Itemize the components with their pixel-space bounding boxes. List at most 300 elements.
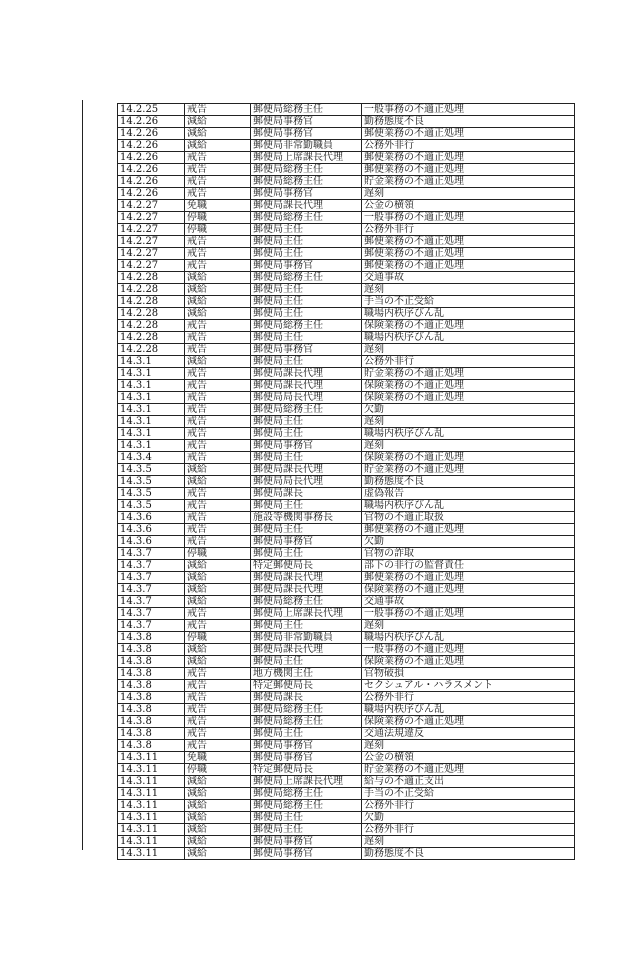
- reason-cell: 保険業務の不適正処理: [362, 584, 575, 596]
- date-cell: 14.2.28: [118, 284, 185, 296]
- reason-cell: 欠勤: [362, 812, 575, 824]
- position-cell: 郵便局主任: [251, 308, 362, 320]
- reason-cell: 交通事故: [362, 596, 575, 608]
- table-row: [118, 752, 575, 764]
- action-cell: 減給: [185, 560, 251, 572]
- reason-cell: セクシュアル・ハラスメント: [362, 680, 575, 692]
- table-row: [118, 332, 575, 344]
- table-row: [118, 344, 575, 356]
- action-cell: 戒告: [185, 728, 251, 740]
- action-cell: 戒告: [185, 152, 251, 164]
- position-cell: 郵便局主任: [251, 812, 362, 824]
- table-row: [118, 596, 575, 608]
- action-cell: 減給: [185, 788, 251, 800]
- table-row: [118, 776, 575, 788]
- date-cell: 14.2.26: [118, 188, 185, 200]
- records-table-body: [118, 104, 575, 860]
- position-cell: 郵便局事務官: [251, 116, 362, 128]
- action-cell: 減給: [185, 296, 251, 308]
- position-cell: 郵便局事務官: [251, 440, 362, 452]
- action-cell: 戒告: [185, 404, 251, 416]
- position-cell: 郵便局主任: [251, 500, 362, 512]
- date-cell: 14.3.8: [118, 740, 185, 752]
- reason-cell: 欠勤: [362, 536, 575, 548]
- date-cell: 14.3.1: [118, 368, 185, 380]
- position-cell: 郵便局総務主任: [251, 716, 362, 728]
- table-row: [118, 704, 575, 716]
- position-cell: 郵便局事務官: [251, 848, 362, 860]
- table-row: [118, 488, 575, 500]
- table-row: [118, 236, 575, 248]
- reason-cell: 職場内秩序びん乱: [362, 500, 575, 512]
- reason-cell: 貯金業務の不適正処理: [362, 368, 575, 380]
- position-cell: 郵便局事務官: [251, 536, 362, 548]
- date-cell: 14.3.4: [118, 452, 185, 464]
- reason-cell: 公務外非行: [362, 692, 575, 704]
- date-cell: 14.3.11: [118, 824, 185, 836]
- position-cell: 郵便局主任: [251, 524, 362, 536]
- table-row: [118, 416, 575, 428]
- table-row: [118, 764, 575, 776]
- date-cell: 14.3.7: [118, 608, 185, 620]
- table-row: [118, 164, 575, 176]
- table-row: [118, 188, 575, 200]
- date-cell: 14.3.5: [118, 500, 185, 512]
- position-cell: 郵便局事務官: [251, 752, 362, 764]
- action-cell: 戒告: [185, 164, 251, 176]
- date-cell: 14.3.7: [118, 620, 185, 632]
- table-row: [118, 152, 575, 164]
- action-cell: 戒告: [185, 452, 251, 464]
- date-cell: 14.2.26: [118, 164, 185, 176]
- position-cell: 郵便局主任: [251, 728, 362, 740]
- action-cell: 戒告: [185, 428, 251, 440]
- date-cell: 14.3.8: [118, 716, 185, 728]
- table-row: [118, 404, 575, 416]
- date-cell: 14.3.11: [118, 776, 185, 788]
- reason-cell: 郵便業務の不適正処理: [362, 128, 575, 140]
- reason-cell: 勤務態度不良: [362, 848, 575, 860]
- reason-cell: 公務外非行: [362, 800, 575, 812]
- position-cell: 特定郵便局長: [251, 560, 362, 572]
- table-row: [118, 500, 575, 512]
- date-cell: 14.3.6: [118, 536, 185, 548]
- reason-cell: 遅刻: [362, 416, 575, 428]
- reason-cell: 官物の不適正取扱: [362, 512, 575, 524]
- action-cell: 戒告: [185, 188, 251, 200]
- action-cell: 減給: [185, 464, 251, 476]
- action-cell: 減給: [185, 656, 251, 668]
- reason-cell: 職場内秩序びん乱: [362, 428, 575, 440]
- action-cell: 減給: [185, 800, 251, 812]
- reason-cell: 郵便業務の不適正処理: [362, 260, 575, 272]
- reason-cell: 公務外非行: [362, 140, 575, 152]
- date-cell: 14.3.1: [118, 392, 185, 404]
- date-cell: 14.3.8: [118, 656, 185, 668]
- date-cell: 14.2.28: [118, 296, 185, 308]
- action-cell: 戒告: [185, 248, 251, 260]
- table-row: [118, 608, 575, 620]
- date-cell: 14.2.28: [118, 320, 185, 332]
- table-row: [118, 548, 575, 560]
- table-row: [118, 524, 575, 536]
- position-cell: 郵便局事務官: [251, 188, 362, 200]
- date-cell: 14.3.7: [118, 548, 185, 560]
- action-cell: 減給: [185, 476, 251, 488]
- action-cell: 戒告: [185, 260, 251, 272]
- date-cell: 14.3.11: [118, 800, 185, 812]
- table-row: [118, 848, 575, 860]
- reason-cell: 保険業務の不適正処理: [362, 320, 575, 332]
- date-cell: 14.2.28: [118, 344, 185, 356]
- reason-cell: 郵便業務の不適正処理: [362, 236, 575, 248]
- table-row: [118, 116, 575, 128]
- action-cell: 減給: [185, 596, 251, 608]
- action-cell: 減給: [185, 140, 251, 152]
- action-cell: 減給: [185, 584, 251, 596]
- reason-cell: 交通事故: [362, 272, 575, 284]
- position-cell: 郵便局主任: [251, 224, 362, 236]
- date-cell: 14.2.27: [118, 224, 185, 236]
- action-cell: 減給: [185, 848, 251, 860]
- position-cell: 郵便局事務官: [251, 836, 362, 848]
- date-cell: 14.2.27: [118, 260, 185, 272]
- table-row: [118, 452, 575, 464]
- position-cell: 郵便局主任: [251, 248, 362, 260]
- position-cell: 郵便局主任: [251, 416, 362, 428]
- date-cell: 14.3.8: [118, 704, 185, 716]
- date-cell: 14.3.7: [118, 596, 185, 608]
- action-cell: 戒告: [185, 176, 251, 188]
- table-row: [118, 284, 575, 296]
- date-cell: 14.3.8: [118, 680, 185, 692]
- date-cell: 14.3.1: [118, 380, 185, 392]
- action-cell: 戒告: [185, 500, 251, 512]
- position-cell: 郵便局総務主任: [251, 404, 362, 416]
- action-cell: 減給: [185, 272, 251, 284]
- position-cell: 郵便局総務主任: [251, 596, 362, 608]
- table-row: [118, 824, 575, 836]
- date-cell: 14.3.8: [118, 644, 185, 656]
- reason-cell: 虚偽報告: [362, 488, 575, 500]
- position-cell: 地方機関主任: [251, 668, 362, 680]
- reason-cell: 保険業務の不適正処理: [362, 392, 575, 404]
- date-cell: 14.2.26: [118, 152, 185, 164]
- date-cell: 14.3.8: [118, 668, 185, 680]
- position-cell: 郵便局主任: [251, 332, 362, 344]
- position-cell: 郵便局上席課長代理: [251, 776, 362, 788]
- position-cell: 郵便局上席課長代理: [251, 608, 362, 620]
- reason-cell: 遅刻: [362, 836, 575, 848]
- date-cell: 14.3.1: [118, 428, 185, 440]
- action-cell: 減給: [185, 116, 251, 128]
- action-cell: 戒告: [185, 344, 251, 356]
- table-row: [118, 176, 575, 188]
- reason-cell: 官物の詐取: [362, 548, 575, 560]
- table-row: [118, 836, 575, 848]
- reason-cell: 保険業務の不適正処理: [362, 716, 575, 728]
- date-cell: 14.3.11: [118, 752, 185, 764]
- date-cell: 14.2.26: [118, 116, 185, 128]
- table-row: [118, 368, 575, 380]
- table-row: [118, 260, 575, 272]
- action-cell: 戒告: [185, 512, 251, 524]
- table-row: [118, 788, 575, 800]
- date-cell: 14.3.1: [118, 440, 185, 452]
- table-row: [118, 812, 575, 824]
- position-cell: 郵便局事務官: [251, 260, 362, 272]
- position-cell: 郵便局主任: [251, 236, 362, 248]
- date-cell: 14.3.11: [118, 812, 185, 824]
- position-cell: 郵便局非常勤職員: [251, 140, 362, 152]
- reason-cell: 職場内秩序びん乱: [362, 704, 575, 716]
- position-cell: 特定郵便局長: [251, 764, 362, 776]
- table-row: [118, 296, 575, 308]
- position-cell: 郵便局主任: [251, 452, 362, 464]
- table-row: [118, 620, 575, 632]
- date-cell: 14.2.26: [118, 140, 185, 152]
- position-cell: 郵便局主任: [251, 656, 362, 668]
- reason-cell: 手当の不正受給: [362, 788, 575, 800]
- table-row: [118, 320, 575, 332]
- table-row: [118, 536, 575, 548]
- table-row: [118, 308, 575, 320]
- table-row: [118, 392, 575, 404]
- reason-cell: 公務外非行: [362, 356, 575, 368]
- action-cell: 戒告: [185, 620, 251, 632]
- action-cell: 戒告: [185, 416, 251, 428]
- position-cell: 特定郵便局長: [251, 680, 362, 692]
- date-cell: 14.2.27: [118, 212, 185, 224]
- action-cell: 減給: [185, 284, 251, 296]
- action-cell: 戒告: [185, 104, 251, 116]
- action-cell: 減給: [185, 644, 251, 656]
- table-row: [118, 224, 575, 236]
- date-cell: 14.2.28: [118, 308, 185, 320]
- action-cell: 免職: [185, 200, 251, 212]
- position-cell: 郵便局局長代理: [251, 476, 362, 488]
- action-cell: 減給: [185, 836, 251, 848]
- reason-cell: 職場内秩序びん乱: [362, 308, 575, 320]
- action-cell: 戒告: [185, 368, 251, 380]
- reason-cell: 保険業務の不適正処理: [362, 656, 575, 668]
- action-cell: 戒告: [185, 524, 251, 536]
- position-cell: 郵便局主任: [251, 296, 362, 308]
- reason-cell: 貯金業務の不適正処理: [362, 176, 575, 188]
- reason-cell: 公金の横領: [362, 752, 575, 764]
- date-cell: 14.2.26: [118, 128, 185, 140]
- position-cell: 郵便局主任: [251, 284, 362, 296]
- table-row: [118, 800, 575, 812]
- position-cell: 郵便局事務官: [251, 740, 362, 752]
- table-row: [118, 356, 575, 368]
- date-cell: 14.3.1: [118, 416, 185, 428]
- reason-cell: 官物破損: [362, 668, 575, 680]
- date-cell: 14.2.28: [118, 272, 185, 284]
- reason-cell: 部下の非行の監督責任: [362, 560, 575, 572]
- reason-cell: 交通法規違反: [362, 728, 575, 740]
- action-cell: 減給: [185, 356, 251, 368]
- position-cell: 郵便局総務主任: [251, 164, 362, 176]
- reason-cell: 一般事務の不適正処理: [362, 212, 575, 224]
- position-cell: 郵便局課長代理: [251, 464, 362, 476]
- table-row: [118, 512, 575, 524]
- table-row: [118, 248, 575, 260]
- reason-cell: 保険業務の不適正処理: [362, 380, 575, 392]
- action-cell: 戒告: [185, 716, 251, 728]
- table-row: [118, 728, 575, 740]
- action-cell: 停職: [185, 224, 251, 236]
- reason-cell: 保険業務の不適正処理: [362, 452, 575, 464]
- reason-cell: 郵便業務の不適正処理: [362, 572, 575, 584]
- position-cell: 郵便局課長代理: [251, 368, 362, 380]
- position-cell: 郵便局総務主任: [251, 788, 362, 800]
- reason-cell: 遅刻: [362, 620, 575, 632]
- action-cell: 戒告: [185, 236, 251, 248]
- reason-cell: 遅刻: [362, 188, 575, 200]
- reason-cell: 公務外非行: [362, 824, 575, 836]
- table-row: [118, 656, 575, 668]
- position-cell: 郵便局局長代理: [251, 392, 362, 404]
- date-cell: 14.3.5: [118, 464, 185, 476]
- table-row: [118, 476, 575, 488]
- date-cell: 14.2.26: [118, 176, 185, 188]
- action-cell: 戒告: [185, 380, 251, 392]
- action-cell: 戒告: [185, 692, 251, 704]
- position-cell: 郵便局課長代理: [251, 200, 362, 212]
- date-cell: 14.3.5: [118, 476, 185, 488]
- table-row: [118, 128, 575, 140]
- date-cell: 14.3.1: [118, 404, 185, 416]
- date-cell: 14.3.11: [118, 788, 185, 800]
- date-cell: 14.3.7: [118, 560, 185, 572]
- reason-cell: 公金の横領: [362, 200, 575, 212]
- date-cell: 14.3.11: [118, 836, 185, 848]
- reason-cell: 郵便業務の不適正処理: [362, 152, 575, 164]
- position-cell: 郵便局上席課長代理: [251, 152, 362, 164]
- action-cell: 免職: [185, 752, 251, 764]
- table-row: [118, 212, 575, 224]
- action-cell: 戒告: [185, 440, 251, 452]
- reason-cell: 一般事務の不適正処理: [362, 644, 575, 656]
- position-cell: 郵便局課長代理: [251, 572, 362, 584]
- date-cell: 14.3.8: [118, 728, 185, 740]
- table-row: [118, 140, 575, 152]
- position-cell: 郵便局総務主任: [251, 104, 362, 116]
- date-cell: 14.2.25: [118, 104, 185, 116]
- reason-cell: 一般事務の不適正処理: [362, 104, 575, 116]
- position-cell: 郵便局主任: [251, 548, 362, 560]
- action-cell: 停職: [185, 764, 251, 776]
- reason-cell: 遅刻: [362, 740, 575, 752]
- position-cell: 郵便局総務主任: [251, 272, 362, 284]
- date-cell: 14.3.8: [118, 692, 185, 704]
- position-cell: 郵便局課長代理: [251, 380, 362, 392]
- position-cell: 郵便局総務主任: [251, 176, 362, 188]
- action-cell: 戒告: [185, 320, 251, 332]
- date-cell: 14.3.11: [118, 764, 185, 776]
- action-cell: 停職: [185, 548, 251, 560]
- position-cell: 郵便局総務主任: [251, 800, 362, 812]
- date-cell: 14.2.27: [118, 200, 185, 212]
- disciplinary-records-table: [117, 103, 575, 860]
- table-row: [118, 428, 575, 440]
- reason-cell: 遅刻: [362, 344, 575, 356]
- table-row: [118, 668, 575, 680]
- reason-cell: 公務外非行: [362, 224, 575, 236]
- date-cell: 14.2.28: [118, 332, 185, 344]
- table-row: [118, 584, 575, 596]
- position-cell: 郵便局総務主任: [251, 320, 362, 332]
- position-cell: 施設等機関事務長: [251, 512, 362, 524]
- reason-cell: 郵便業務の不適正処理: [362, 524, 575, 536]
- reason-cell: 郵便業務の不適正処理: [362, 164, 575, 176]
- date-cell: 14.3.1: [118, 356, 185, 368]
- table-row: [118, 440, 575, 452]
- action-cell: 戒告: [185, 740, 251, 752]
- action-cell: 停職: [185, 632, 251, 644]
- reason-cell: 職場内秩序びん乱: [362, 632, 575, 644]
- reason-cell: 一般事務の不適正処理: [362, 608, 575, 620]
- position-cell: 郵便局主任: [251, 620, 362, 632]
- action-cell: 戒告: [185, 680, 251, 692]
- table-row: [118, 716, 575, 728]
- action-cell: 停職: [185, 212, 251, 224]
- date-cell: 14.3.8: [118, 632, 185, 644]
- action-cell: 減給: [185, 824, 251, 836]
- action-cell: 戒告: [185, 536, 251, 548]
- table-row: [118, 560, 575, 572]
- table-row: [118, 572, 575, 584]
- reason-cell: 遅刻: [362, 440, 575, 452]
- reason-cell: 手当の不正受給: [362, 296, 575, 308]
- action-cell: 戒告: [185, 704, 251, 716]
- table-row: [118, 380, 575, 392]
- date-cell: 14.3.6: [118, 524, 185, 536]
- reason-cell: 郵便業務の不適正処理: [362, 248, 575, 260]
- date-cell: 14.2.27: [118, 248, 185, 260]
- action-cell: 戒告: [185, 488, 251, 500]
- table-row: [118, 632, 575, 644]
- position-cell: 郵便局主任: [251, 824, 362, 836]
- date-cell: 14.3.7: [118, 584, 185, 596]
- table-row: [118, 272, 575, 284]
- position-cell: 郵便局課長代理: [251, 584, 362, 596]
- date-cell: 14.3.7: [118, 572, 185, 584]
- action-cell: 戒告: [185, 332, 251, 344]
- date-cell: 14.3.6: [118, 512, 185, 524]
- position-cell: 郵便局事務官: [251, 128, 362, 140]
- date-cell: 14.3.11: [118, 848, 185, 860]
- position-cell: 郵便局主任: [251, 356, 362, 368]
- table-row: [118, 740, 575, 752]
- action-cell: 減給: [185, 776, 251, 788]
- reason-cell: 貯金業務の不適正処理: [362, 764, 575, 776]
- reason-cell: 勤務態度不良: [362, 476, 575, 488]
- position-cell: 郵便局主任: [251, 428, 362, 440]
- position-cell: 郵便局総務主任: [251, 212, 362, 224]
- action-cell: 戒告: [185, 392, 251, 404]
- reason-cell: 職場内秩序びん乱: [362, 332, 575, 344]
- position-cell: 郵便局課長: [251, 488, 362, 500]
- reason-cell: 欠勤: [362, 404, 575, 416]
- margin-rule: [82, 100, 83, 850]
- date-cell: 14.2.27: [118, 236, 185, 248]
- position-cell: 郵便局総務主任: [251, 704, 362, 716]
- table-row: [118, 200, 575, 212]
- action-cell: 戒告: [185, 668, 251, 680]
- date-cell: 14.3.5: [118, 488, 185, 500]
